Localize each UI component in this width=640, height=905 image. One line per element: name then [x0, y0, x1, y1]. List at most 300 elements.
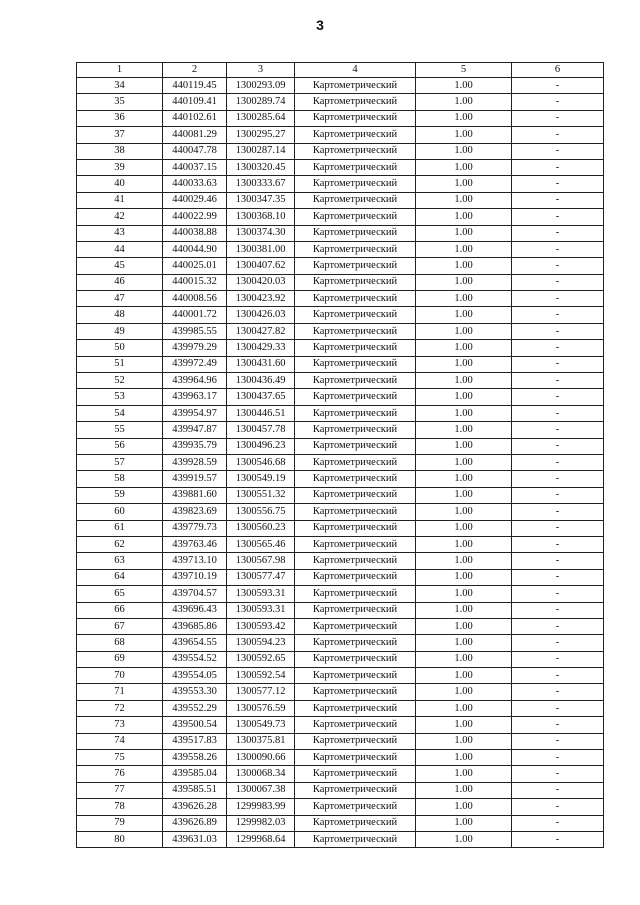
point-number-cell: 80	[77, 831, 163, 847]
description-cell: -	[512, 815, 604, 831]
point-number-cell: 38	[77, 143, 163, 159]
description-cell: -	[512, 651, 604, 667]
page-number: 3	[316, 17, 324, 33]
accuracy-cell: 1.00	[416, 684, 512, 700]
description-cell: -	[512, 340, 604, 356]
point-number-cell: 73	[77, 717, 163, 733]
y-coordinate-cell: 1300592.54	[227, 668, 295, 684]
y-coordinate-cell: 1300289.74	[227, 94, 295, 110]
x-coordinate-cell: 439985.55	[163, 323, 227, 339]
x-coordinate-cell: 440119.45	[163, 78, 227, 94]
description-cell: -	[512, 78, 604, 94]
method-cell: Картометрический	[295, 94, 416, 110]
y-coordinate-cell: 1300556.75	[227, 504, 295, 520]
point-number-cell: 69	[77, 651, 163, 667]
description-cell: -	[512, 110, 604, 126]
x-coordinate-cell: 439654.55	[163, 635, 227, 651]
y-coordinate-cell: 1300374.30	[227, 225, 295, 241]
description-cell: -	[512, 487, 604, 503]
point-number-cell: 35	[77, 94, 163, 110]
table-row	[77, 373, 604, 389]
y-coordinate-cell: 1300320.45	[227, 159, 295, 175]
table-row	[77, 274, 604, 290]
table-row	[77, 618, 604, 634]
description-cell: -	[512, 176, 604, 192]
x-coordinate-cell: 439553.30	[163, 684, 227, 700]
x-coordinate-cell: 439979.29	[163, 340, 227, 356]
table-row	[77, 586, 604, 602]
description-cell: -	[512, 553, 604, 569]
accuracy-cell: 1.00	[416, 717, 512, 733]
y-coordinate-cell: 1300496.23	[227, 438, 295, 454]
y-coordinate-cell: 1300577.47	[227, 569, 295, 585]
table-row	[77, 209, 604, 225]
point-number-cell: 51	[77, 356, 163, 372]
point-number-cell: 76	[77, 766, 163, 782]
description-cell: -	[512, 143, 604, 159]
accuracy-cell: 1.00	[416, 618, 512, 634]
method-cell: Картометрический	[295, 389, 416, 405]
method-cell: Картометрический	[295, 520, 416, 536]
method-cell: Картометрический	[295, 274, 416, 290]
method-cell: Картометрический	[295, 110, 416, 126]
method-cell: Картометрический	[295, 373, 416, 389]
x-coordinate-cell: 439763.46	[163, 536, 227, 552]
accuracy-cell: 1.00	[416, 700, 512, 716]
description-cell: -	[512, 356, 604, 372]
method-cell: Картометрический	[295, 766, 416, 782]
y-coordinate-cell: 1300551.32	[227, 487, 295, 503]
accuracy-cell: 1.00	[416, 127, 512, 143]
table-row	[77, 536, 604, 552]
table-row	[77, 815, 604, 831]
method-cell: Картометрический	[295, 176, 416, 192]
method-cell: Картометрический	[295, 602, 416, 618]
method-cell: Картометрический	[295, 831, 416, 847]
point-number-cell: 67	[77, 618, 163, 634]
table-row	[77, 422, 604, 438]
table-row	[77, 454, 604, 470]
column-header: 2	[163, 63, 227, 78]
x-coordinate-cell: 440037.15	[163, 159, 227, 175]
description-cell: -	[512, 94, 604, 110]
point-number-cell: 77	[77, 782, 163, 798]
y-coordinate-cell: 1300567.98	[227, 553, 295, 569]
x-coordinate-cell: 440038.88	[163, 225, 227, 241]
accuracy-cell: 1.00	[416, 192, 512, 208]
table-row	[77, 471, 604, 487]
table-row	[77, 94, 604, 110]
x-coordinate-cell: 439626.89	[163, 815, 227, 831]
accuracy-cell: 1.00	[416, 471, 512, 487]
accuracy-cell: 1.00	[416, 225, 512, 241]
table-row	[77, 356, 604, 372]
x-coordinate-cell: 439823.69	[163, 504, 227, 520]
y-coordinate-cell: 1300592.65	[227, 651, 295, 667]
y-coordinate-cell: 1300287.14	[227, 143, 295, 159]
description-cell: -	[512, 668, 604, 684]
column-header: 5	[416, 63, 512, 78]
method-cell: Картометрический	[295, 536, 416, 552]
point-number-cell: 43	[77, 225, 163, 241]
column-header: 1	[77, 63, 163, 78]
method-cell: Картометрический	[295, 209, 416, 225]
point-number-cell: 46	[77, 274, 163, 290]
point-number-cell: 49	[77, 323, 163, 339]
y-coordinate-cell: 1300423.92	[227, 291, 295, 307]
method-cell: Картометрический	[295, 487, 416, 503]
point-number-cell: 78	[77, 799, 163, 815]
y-coordinate-cell: 1299983.99	[227, 799, 295, 815]
method-cell: Картометрический	[295, 717, 416, 733]
point-number-cell: 53	[77, 389, 163, 405]
description-cell: -	[512, 799, 604, 815]
point-number-cell: 48	[77, 307, 163, 323]
x-coordinate-cell: 439881.60	[163, 487, 227, 503]
point-number-cell: 74	[77, 733, 163, 749]
x-coordinate-cell: 440044.90	[163, 241, 227, 257]
point-number-cell: 57	[77, 454, 163, 470]
table-row	[77, 192, 604, 208]
y-coordinate-cell: 1300293.09	[227, 78, 295, 94]
y-coordinate-cell: 1300549.73	[227, 717, 295, 733]
x-coordinate-cell: 439626.28	[163, 799, 227, 815]
x-coordinate-cell: 440001.72	[163, 307, 227, 323]
table-row	[77, 782, 604, 798]
method-cell: Картометрический	[295, 651, 416, 667]
x-coordinate-cell: 439919.57	[163, 471, 227, 487]
description-cell: -	[512, 684, 604, 700]
method-cell: Картометрический	[295, 78, 416, 94]
method-cell: Картометрический	[295, 684, 416, 700]
x-coordinate-cell: 439964.96	[163, 373, 227, 389]
description-cell: -	[512, 323, 604, 339]
y-coordinate-cell: 1300593.31	[227, 602, 295, 618]
accuracy-cell: 1.00	[416, 651, 512, 667]
y-coordinate-cell: 1300347.35	[227, 192, 295, 208]
accuracy-cell: 1.00	[416, 323, 512, 339]
y-coordinate-cell: 1300593.31	[227, 586, 295, 602]
description-cell: -	[512, 635, 604, 651]
method-cell: Картометрический	[295, 127, 416, 143]
point-number-cell: 62	[77, 536, 163, 552]
x-coordinate-cell: 440081.29	[163, 127, 227, 143]
point-number-cell: 40	[77, 176, 163, 192]
description-cell: -	[512, 291, 604, 307]
accuracy-cell: 1.00	[416, 389, 512, 405]
table-row	[77, 553, 604, 569]
accuracy-cell: 1.00	[416, 356, 512, 372]
accuracy-cell: 1.00	[416, 340, 512, 356]
description-cell: -	[512, 700, 604, 716]
method-cell: Картометрический	[295, 438, 416, 454]
x-coordinate-cell: 440025.01	[163, 258, 227, 274]
x-coordinate-cell: 439947.87	[163, 422, 227, 438]
column-header: 6	[512, 63, 604, 78]
method-cell: Картометрический	[295, 340, 416, 356]
column-header: 4	[295, 63, 416, 78]
accuracy-cell: 1.00	[416, 750, 512, 766]
method-cell: Картометрический	[295, 635, 416, 651]
x-coordinate-cell: 439517.83	[163, 733, 227, 749]
point-number-cell: 59	[77, 487, 163, 503]
y-coordinate-cell: 1300375.81	[227, 733, 295, 749]
point-number-cell: 41	[77, 192, 163, 208]
description-cell: -	[512, 405, 604, 421]
table-row	[77, 405, 604, 421]
accuracy-cell: 1.00	[416, 569, 512, 585]
y-coordinate-cell: 1300067.38	[227, 782, 295, 798]
point-number-cell: 54	[77, 405, 163, 421]
accuracy-cell: 1.00	[416, 536, 512, 552]
accuracy-cell: 1.00	[416, 159, 512, 175]
x-coordinate-cell: 439779.73	[163, 520, 227, 536]
accuracy-cell: 1.00	[416, 602, 512, 618]
description-cell: -	[512, 258, 604, 274]
method-cell: Картометрический	[295, 569, 416, 585]
table-row	[77, 241, 604, 257]
point-number-cell: 65	[77, 586, 163, 602]
point-number-cell: 47	[77, 291, 163, 307]
x-coordinate-cell: 439554.05	[163, 668, 227, 684]
description-cell: -	[512, 717, 604, 733]
description-cell: -	[512, 831, 604, 847]
accuracy-cell: 1.00	[416, 733, 512, 749]
y-coordinate-cell: 1300437.65	[227, 389, 295, 405]
x-coordinate-cell: 439696.43	[163, 602, 227, 618]
y-coordinate-cell: 1300594.23	[227, 635, 295, 651]
description-cell: -	[512, 733, 604, 749]
table-row	[77, 143, 604, 159]
x-coordinate-cell: 439585.51	[163, 782, 227, 798]
accuracy-cell: 1.00	[416, 766, 512, 782]
description-cell: -	[512, 536, 604, 552]
point-number-cell: 37	[77, 127, 163, 143]
point-number-cell: 68	[77, 635, 163, 651]
y-coordinate-cell: 1300295.27	[227, 127, 295, 143]
point-number-cell: 64	[77, 569, 163, 585]
point-number-cell: 72	[77, 700, 163, 716]
method-cell: Картометрический	[295, 668, 416, 684]
point-number-cell: 42	[77, 209, 163, 225]
point-number-cell: 75	[77, 750, 163, 766]
table-row	[77, 750, 604, 766]
point-number-cell: 45	[77, 258, 163, 274]
x-coordinate-cell: 440022.99	[163, 209, 227, 225]
table-row	[77, 340, 604, 356]
method-cell: Картометрический	[295, 782, 416, 798]
accuracy-cell: 1.00	[416, 241, 512, 257]
accuracy-cell: 1.00	[416, 520, 512, 536]
table-row	[77, 569, 604, 585]
y-coordinate-cell: 1300068.34	[227, 766, 295, 782]
method-cell: Картометрический	[295, 750, 416, 766]
x-coordinate-cell: 439972.49	[163, 356, 227, 372]
y-coordinate-cell: 1300549.19	[227, 471, 295, 487]
point-number-cell: 60	[77, 504, 163, 520]
y-coordinate-cell: 1300285.64	[227, 110, 295, 126]
table-row	[77, 176, 604, 192]
description-cell: -	[512, 520, 604, 536]
point-number-cell: 55	[77, 422, 163, 438]
x-coordinate-cell: 440047.78	[163, 143, 227, 159]
table-row	[77, 733, 604, 749]
method-cell: Картометрический	[295, 258, 416, 274]
x-coordinate-cell: 439500.54	[163, 717, 227, 733]
point-number-cell: 70	[77, 668, 163, 684]
description-cell: -	[512, 766, 604, 782]
description-cell: -	[512, 274, 604, 290]
accuracy-cell: 1.00	[416, 815, 512, 831]
y-coordinate-cell: 1300593.42	[227, 618, 295, 634]
method-cell: Картометрический	[295, 618, 416, 634]
accuracy-cell: 1.00	[416, 176, 512, 192]
x-coordinate-cell: 440033.63	[163, 176, 227, 192]
table-row	[77, 78, 604, 94]
accuracy-cell: 1.00	[416, 143, 512, 159]
table-row	[77, 668, 604, 684]
x-coordinate-cell: 440029.46	[163, 192, 227, 208]
method-cell: Картометрический	[295, 733, 416, 749]
table-row	[77, 127, 604, 143]
y-coordinate-cell: 1300576.59	[227, 700, 295, 716]
y-coordinate-cell: 1300560.23	[227, 520, 295, 536]
x-coordinate-cell: 439704.57	[163, 586, 227, 602]
description-cell: -	[512, 438, 604, 454]
y-coordinate-cell: 1300427.82	[227, 323, 295, 339]
table-row	[77, 159, 604, 175]
x-coordinate-cell: 439631.03	[163, 831, 227, 847]
description-cell: -	[512, 454, 604, 470]
description-cell: -	[512, 471, 604, 487]
description-cell: -	[512, 782, 604, 798]
table-row	[77, 700, 604, 716]
point-number-cell: 44	[77, 241, 163, 257]
table-row	[77, 258, 604, 274]
method-cell: Картометрический	[295, 241, 416, 257]
point-number-cell: 61	[77, 520, 163, 536]
description-cell: -	[512, 569, 604, 585]
description-cell: -	[512, 750, 604, 766]
x-coordinate-cell: 439552.29	[163, 700, 227, 716]
y-coordinate-cell: 1300333.67	[227, 176, 295, 192]
accuracy-cell: 1.00	[416, 799, 512, 815]
method-cell: Картометрический	[295, 323, 416, 339]
x-coordinate-cell: 439935.79	[163, 438, 227, 454]
accuracy-cell: 1.00	[416, 831, 512, 847]
point-number-cell: 50	[77, 340, 163, 356]
table-row	[77, 717, 604, 733]
x-coordinate-cell: 440015.32	[163, 274, 227, 290]
table-row	[77, 225, 604, 241]
method-cell: Картометрический	[295, 356, 416, 372]
method-cell: Картометрический	[295, 159, 416, 175]
point-number-cell: 52	[77, 373, 163, 389]
description-cell: -	[512, 159, 604, 175]
description-cell: -	[512, 602, 604, 618]
accuracy-cell: 1.00	[416, 586, 512, 602]
table-row	[77, 520, 604, 536]
point-number-cell: 66	[77, 602, 163, 618]
method-cell: Картометрический	[295, 586, 416, 602]
accuracy-cell: 1.00	[416, 438, 512, 454]
column-header: 3	[227, 63, 295, 78]
method-cell: Картометрический	[295, 553, 416, 569]
accuracy-cell: 1.00	[416, 258, 512, 274]
y-coordinate-cell: 1300426.03	[227, 307, 295, 323]
y-coordinate-cell: 1300368.10	[227, 209, 295, 225]
table-row	[77, 799, 604, 815]
x-coordinate-cell: 439713.10	[163, 553, 227, 569]
y-coordinate-cell: 1299982.03	[227, 815, 295, 831]
x-coordinate-cell: 439954.97	[163, 405, 227, 421]
y-coordinate-cell: 1300420.03	[227, 274, 295, 290]
x-coordinate-cell: 439685.86	[163, 618, 227, 634]
description-cell: -	[512, 209, 604, 225]
x-coordinate-cell: 439558.26	[163, 750, 227, 766]
point-number-cell: 36	[77, 110, 163, 126]
accuracy-cell: 1.00	[416, 373, 512, 389]
method-cell: Картометрический	[295, 405, 416, 421]
table-row	[77, 602, 604, 618]
description-cell: -	[512, 504, 604, 520]
y-coordinate-cell: 1300457.78	[227, 422, 295, 438]
x-coordinate-cell: 439554.52	[163, 651, 227, 667]
method-cell: Картометрический	[295, 454, 416, 470]
description-cell: -	[512, 241, 604, 257]
point-number-cell: 58	[77, 471, 163, 487]
accuracy-cell: 1.00	[416, 291, 512, 307]
description-cell: -	[512, 618, 604, 634]
method-cell: Картометрический	[295, 504, 416, 520]
method-cell: Картометрический	[295, 700, 416, 716]
description-cell: -	[512, 307, 604, 323]
method-cell: Картометрический	[295, 422, 416, 438]
method-cell: Картометрический	[295, 143, 416, 159]
table-row	[77, 389, 604, 405]
description-cell: -	[512, 422, 604, 438]
y-coordinate-cell: 1300436.49	[227, 373, 295, 389]
table-body	[77, 78, 604, 848]
table-row	[77, 307, 604, 323]
accuracy-cell: 1.00	[416, 553, 512, 569]
description-cell: -	[512, 127, 604, 143]
accuracy-cell: 1.00	[416, 405, 512, 421]
table-row	[77, 766, 604, 782]
description-cell: -	[512, 192, 604, 208]
y-coordinate-cell: 1300090.66	[227, 750, 295, 766]
y-coordinate-cell: 1300431.60	[227, 356, 295, 372]
method-cell: Картометрический	[295, 799, 416, 815]
table-row	[77, 635, 604, 651]
y-coordinate-cell: 1300565.46	[227, 536, 295, 552]
y-coordinate-cell: 1300381.00	[227, 241, 295, 257]
table-row	[77, 651, 604, 667]
x-coordinate-cell: 439963.17	[163, 389, 227, 405]
accuracy-cell: 1.00	[416, 307, 512, 323]
description-cell: -	[512, 373, 604, 389]
table-row	[77, 323, 604, 339]
x-coordinate-cell: 440008.56	[163, 291, 227, 307]
x-coordinate-cell: 439710.19	[163, 569, 227, 585]
point-number-cell: 63	[77, 553, 163, 569]
y-coordinate-cell: 1300446.51	[227, 405, 295, 421]
method-cell: Картометрический	[295, 192, 416, 208]
method-cell: Картометрический	[295, 471, 416, 487]
table-row	[77, 504, 604, 520]
coordinates-table	[76, 62, 604, 848]
point-number-cell: 34	[77, 78, 163, 94]
